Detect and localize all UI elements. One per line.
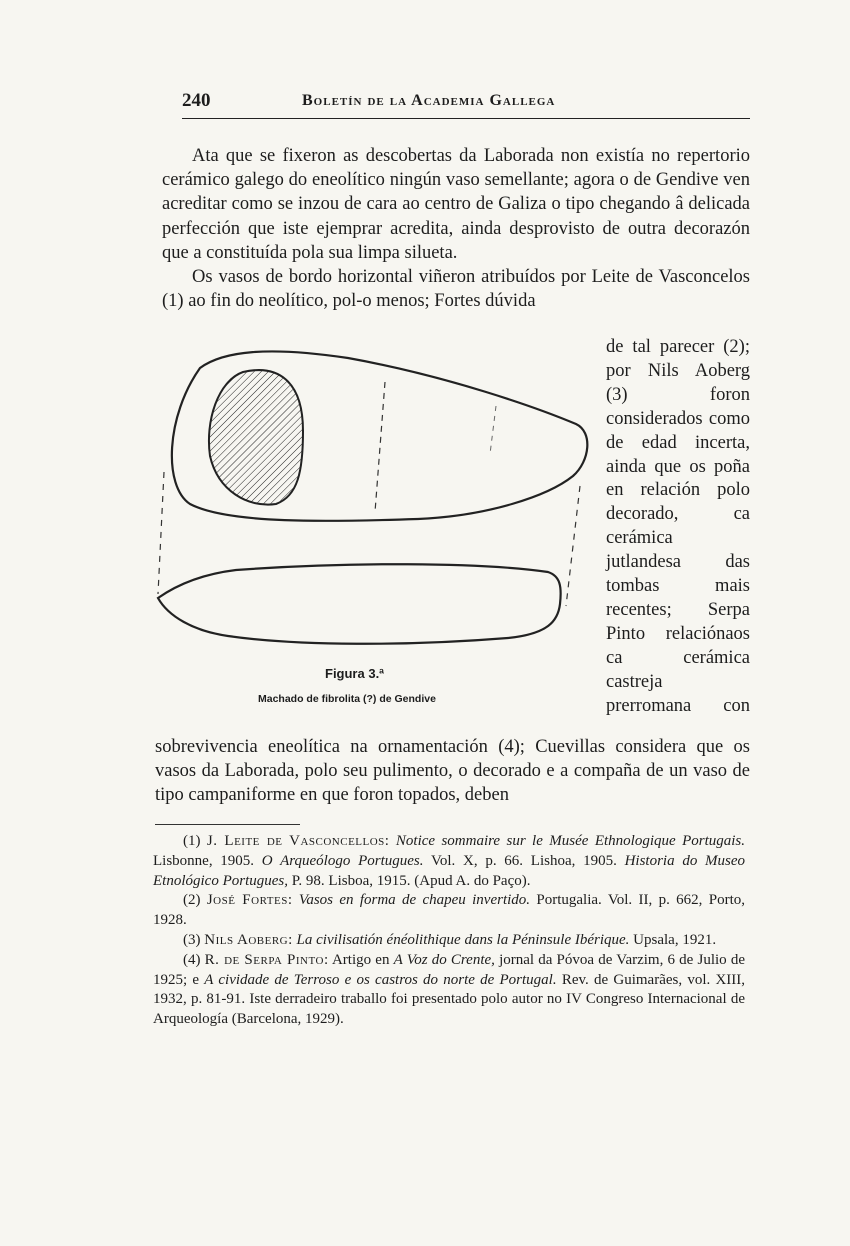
continued-text: sobrevivencia eneolítica na ornamentación (4); Cuevillas considera que os vasos da Laborada, polo seu pulimento, o decorado e a compaña de un vaso de tipo campaniforme en que foron topados, deben [155,737,750,806]
footnote-3 [153,931,745,951]
projection-line-left [158,472,164,594]
footnote-title: Notice sommaire sur le Musée Ethnologique Portugais. [395,833,746,849]
footnote-author: Nils Aoberg: [204,931,293,948]
page-header [182,88,750,119]
footnote-author: R. de Serpa Pinto: [204,951,329,968]
paragraph-1: Ata que se fixeron as descobertas da Laborada non existía no repertorio cerámico galego do eneolítico ningún vaso semellante; agora o de Gendive ven acreditar como se inzou de cara ao centro de Galiza o tipo chegando â delicada perfección que iste ejemprar acredita, ainda desprovisto de outra decorazón que a constituída pola sua limpa silueta. [162,146,750,263]
footnote-title: A Voz do Crente, [393,951,495,968]
figure-label: Figura 3.ª [325,666,384,681]
axe-illustration [148,336,598,672]
wrapped-text-column: de tal parecer (2); por Nils Aoberg (3) foron considerados como de edad incerta, ainda que os poña en relación polo decorado, ca cerámica jutlandesa das tombas mais recentes; Serpa Pinto relaciónaos ca cerámica castreja prerromana con [606,337,750,716]
footnote-mark: (4) [183,951,201,968]
footnote-text: jornal da Póvoa de Varzim, 6 de Julio de 1925; e [153,951,746,988]
footnote-rule [155,824,300,825]
page-number: 240 [182,90,211,111]
footnote-2 [153,891,745,931]
footnote-title: Historia do Museo Etnológico Portugues, [153,852,746,889]
footnote-title: La civilisatión énéolithique dans la Péninsule Ibérique. [296,931,630,948]
footnote-author: José Fortes: [206,892,293,909]
axe-butt-hatched [209,370,303,504]
footnote-4 [153,951,745,1030]
footnote-mark: (3) [183,931,201,948]
figure-drawing [148,336,598,672]
section-line-2 [490,406,496,454]
running-title: Boletín de la Academia Gallega [302,92,556,109]
footnote-text: Lisbonne, 1905. [153,852,255,869]
footnote-text: Rev. de Guimarães, vol. XIII, 1932, p. 81-91. Iste derradeiro traballo foi presentado polo autor no IV Congreso Internacional de Arqueología (Barcelona, 1929). [153,971,746,1028]
section-line-1 [375,382,385,512]
footnote-mark: (1) [183,833,201,849]
footnote-title: O Arqueólogo Portugues. [261,852,424,869]
footnotes [153,832,745,1030]
footnote-text: Vol. X, p. 66. Lishoa, 1905. [430,852,617,869]
figure-caption: Machado de fibrolita (?) de Gendive [258,693,436,705]
paragraph-2: Os vasos de bordo horizontal viñeron atribuídos por Leite de Vasconcelos (1) ao fin do neolítico, pol-o menos; Fortes dúvida [162,267,750,312]
main-text [162,144,750,313]
axe-side-profile [158,564,561,644]
footnote-text: Artigo en [331,951,390,968]
footnote-text: Portugalia. Vol. II, p. 662, Porto, 1928. [153,892,746,929]
footnote-title: A cividade de Terroso e os castros do norte de Portugal. [204,971,557,988]
footnote-text: Upsala, 1921. [633,931,717,948]
footnote-1 [153,832,745,891]
footnote-title: Vasos en forma de chapeu invertido. [298,892,531,909]
footnote-author: J. Leite de Vasconcellos: [206,833,390,849]
footnote-text: P. 98. Lisboa, 1915. (Apud A. do Paço). [291,872,531,889]
projection-line-right [566,486,580,606]
footnote-mark: (2) [183,892,201,909]
